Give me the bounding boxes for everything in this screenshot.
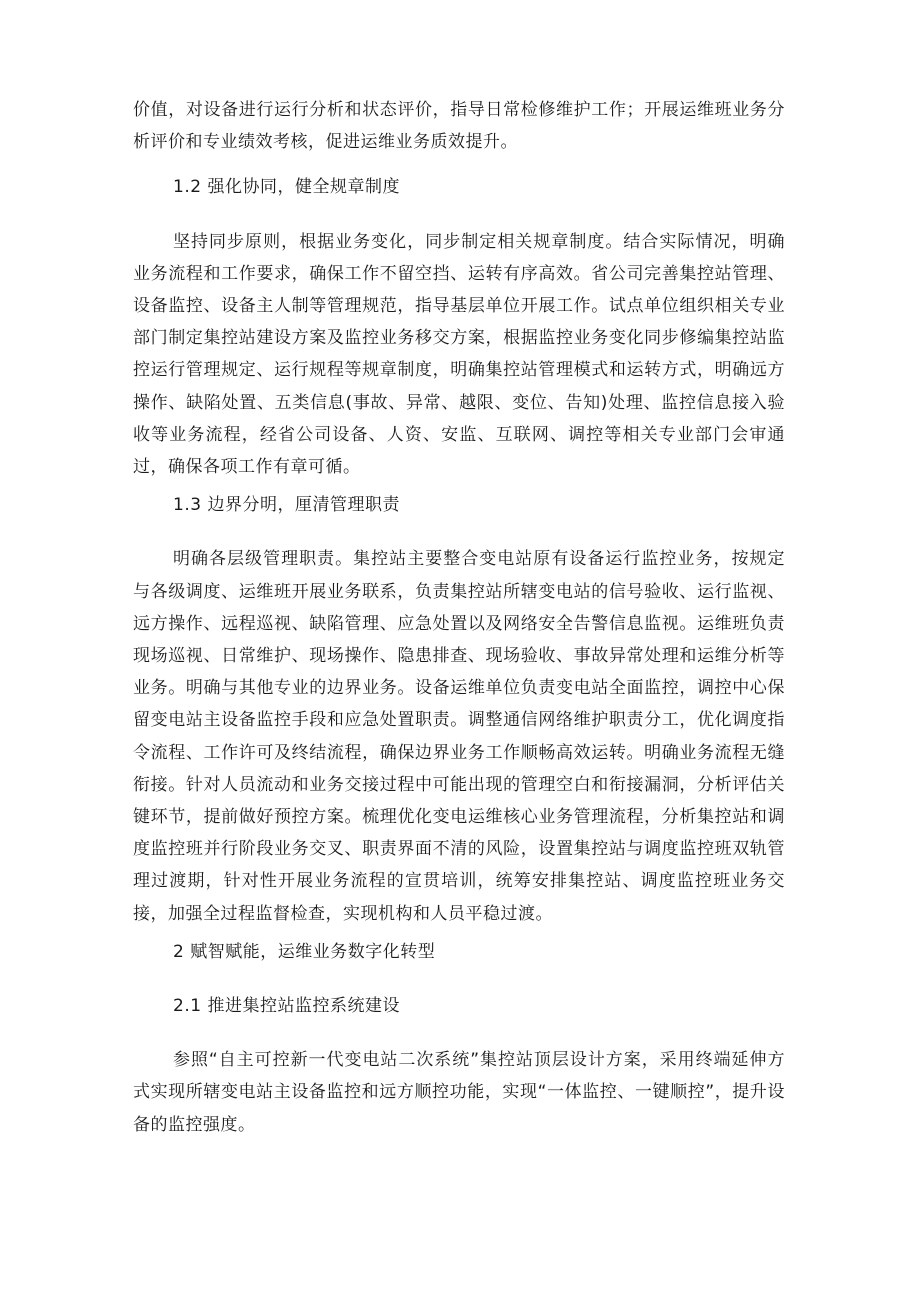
section-heading-1-2: 1.2 强化协同，健全规章制度 bbox=[173, 177, 400, 198]
section-heading-2-1: 2.1 推进集控站监控系统建设 bbox=[173, 996, 400, 1017]
document-page bbox=[133, 94, 785, 1141]
paragraph-continuation: 价值，对设备进行运行分析和状态评价，指导日常检修维护工作；开展运维班业务分析评价和专业绩效考核，促进运维业务质效提升。 bbox=[133, 100, 785, 153]
section-heading-2: 2 赋智赋能，运维业务数字化转型 bbox=[173, 941, 436, 962]
paragraph-monitoring-system: 参照“自主可控新一代变电站二次系统”集控站顶层设计方案，采用终端延伸方式实现所辖变电站主设备监控和远方顺控功能，实现“一体监控、一键顺控”，提升设备的监控强度。 bbox=[133, 1050, 785, 1135]
paragraph-regulations: 坚持同步原则，根据业务变化，同步制定相关规章制度。结合实际情况，明确业务流程和工作要求，确保工作不留空挡、运转有序高效。省公司完善集控站管理、设备监控、设备主人制等管理规范，指导基层单位开展工作。试点单位组织相关专业部门制定集控站建设方案及监控业务移交方案，根据监控业务变化同步修编集控站监控运行管理规定、运行规程等规章制度，明确集控站管理模式和运转方式，明确远方操作、缺陷处置、五类信息(事故、异常、越限、变位、告知)处理、监控信息接入验收等业务流程，经省公司设备、人资、安监、互联网、调控等相关专业部门会审通过，确保各项工作有章可循。 bbox=[133, 231, 785, 478]
paragraph-responsibilities: 明确各层级管理职责。集控站主要整合变电站原有设备运行监控业务，按规定与各级调度、运维班开展业务联系，负责集控站所辖变电站的信号验收、运行监视、远方操作、远程巡视、缺陷管理、应急处置以及网络安全告警信息监视。运维班负责现场巡视、日常维护、现场操作、隐患排查、现场验收、事故异常处理和运维分析等业务。明确与其他专业的边界业务。设备运维单位负责变电站全面监控，调控中心保留变电站主设备监控手段和应急处置职责。调整通信网络维护职责分工，优化调度指令流程、工作许可及终结流程，确保边界业务工作顺畅高效运转。明确业务流程无缝衔接。针对人员流动和业务交接过程中可能出现的管理空白和衔接漏洞，分析评估关键环节，提前做好预控方案。梳理优化变电运维核心业务管理流程，分析集控站和调度监控班并行阶段业务交叉、职责界面不清的风险，设置集控站与调度监控班双轨管理过渡期，针对性开展业务流程的宣贯培训，统筹安排集控站、调度监控班业务交接，加强全过程监督检查，实现机构和人员平稳过渡。 bbox=[133, 549, 785, 924]
section-heading-1-3: 1.3 边界分明，厘清管理职责 bbox=[173, 495, 400, 516]
